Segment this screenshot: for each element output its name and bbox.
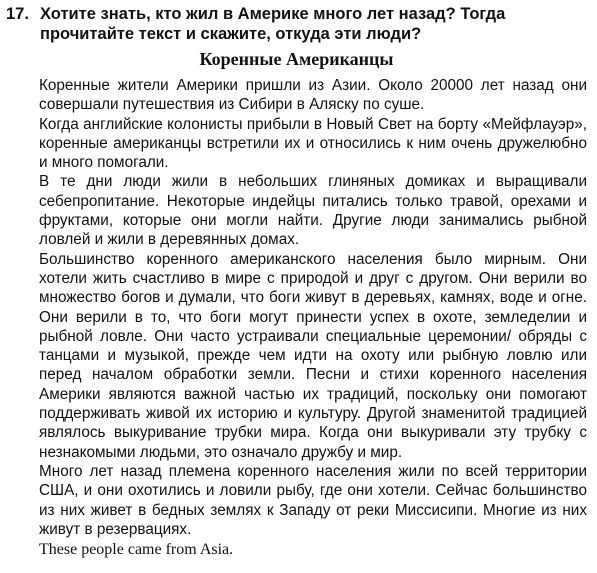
paragraph: В те дни люди жили в небольших глиняных домиках и выращивали себепропитание. Некоторые индейцы питались только травой, орехами и фруктами, которые они могли найти. Другие люди занимались рыбной ловлей и жили в деревянных домах. [39,173,587,249]
paragraph: Когда английские колонисты прибыли в Новый Свет на борту «Мейфлауэр», коренные американцы встретили их и относились к ним очень дружелюбно и много помогали. [39,115,587,172]
task-number: 17. [6,5,29,23]
paragraph: Большинство коренного американского населения было мирным. Они хотели жить счастливо в мире с природой и друг с другом. Они верили во множество богов и думали, что боги живут в деревьях, камнях, воде и огне. Они верили в то, что боги могут принести успех в охоте, земледелии и рыбной ловле. Они часто устраивали специальные церемонии/ обряды с танцами и музыкой, прежде чем идти на охоту или рыбную ловлю или перед началом обработки земли. Песни и стихи коренного населения Америки являются важной частью их традиций, поскольку они помогают поддерживать живой их историю и культуру. Другой знаменитой традицией являлось выкуривание трубки мира. Когда они выкуривали эту трубку с незнакомыми людьми, это означало дружбу и мир. [39,250,587,461]
answer-line: These people came from Asia. [39,541,234,559]
paragraph: Много лет назад племена коренного населения жили по всей территории США, и они охотились и ловили рыбу, где они хотели. Сейчас большинство из них живет в бедных землях к Западу от реки Миссисипи. Многие из них живут в резервациях. [39,462,587,538]
task-prompt [6,4,587,44]
task-question: Хотите знать, кто жил в Америке много лет назад? Тогда прочитайте текст и скажите, откуда эти люди? [40,5,506,43]
text-title: Коренные Американцы [199,49,394,69]
reading-text [6,76,587,539]
paragraph: Коренные жители Америки пришли из Азии. Около 20000 лет назад они совершали путешествия из Сибири в Аляску по суше. [39,77,587,114]
